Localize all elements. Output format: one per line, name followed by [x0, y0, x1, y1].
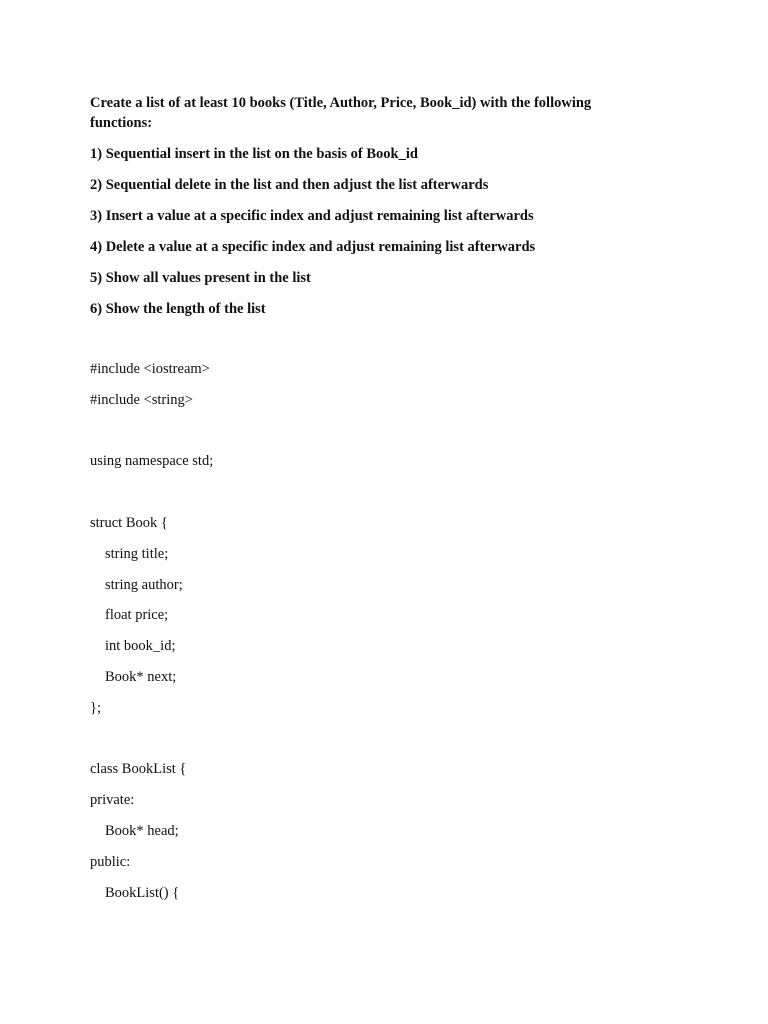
code-line: string title;: [105, 545, 169, 562]
code-line: int book_id;: [105, 638, 176, 655]
code-line: Book* next;: [105, 668, 177, 685]
code-line-blank: [90, 729, 630, 749]
code-line: struct Book {: [90, 514, 168, 531]
code-line: #include <iostream>: [90, 361, 210, 377]
task-list: [90, 144, 630, 319]
code-block: [90, 359, 630, 903]
code-line: float price;: [105, 607, 169, 624]
task-item: 1) Sequential insert in the list on the basis of Book_id: [90, 146, 418, 162]
code-line: class BookList {: [90, 761, 187, 778]
task-item: 4) Delete a value at a specific index and adjust remaining list afterwards: [90, 239, 536, 255]
code-line-blank: [90, 482, 630, 502]
task-item: 2) Sequential delete in the list and then adjust the list afterwards: [90, 177, 489, 193]
code-line: Book* head;: [105, 822, 179, 839]
task-item: 3) Insert a value at a specific index and adjust remaining list afterwards: [90, 208, 534, 224]
code-line: string author;: [105, 576, 183, 593]
code-line: };: [90, 699, 101, 716]
document-page: [90, 93, 630, 913]
code-line: BookList() {: [105, 884, 180, 901]
code-line-blank: [90, 421, 630, 441]
task-item: 6) Show the length of the list: [90, 301, 266, 317]
code-line: private:: [90, 792, 135, 809]
code-line: public:: [90, 853, 131, 870]
code-line: using namespace std;: [90, 453, 214, 470]
code-line: #include <string>: [90, 391, 193, 408]
assignment-heading: Create a list of at least 10 books (Title, Author, Price, Book_id) with the following functions:: [90, 95, 592, 131]
task-item: 5) Show all values present in the list: [90, 270, 311, 286]
